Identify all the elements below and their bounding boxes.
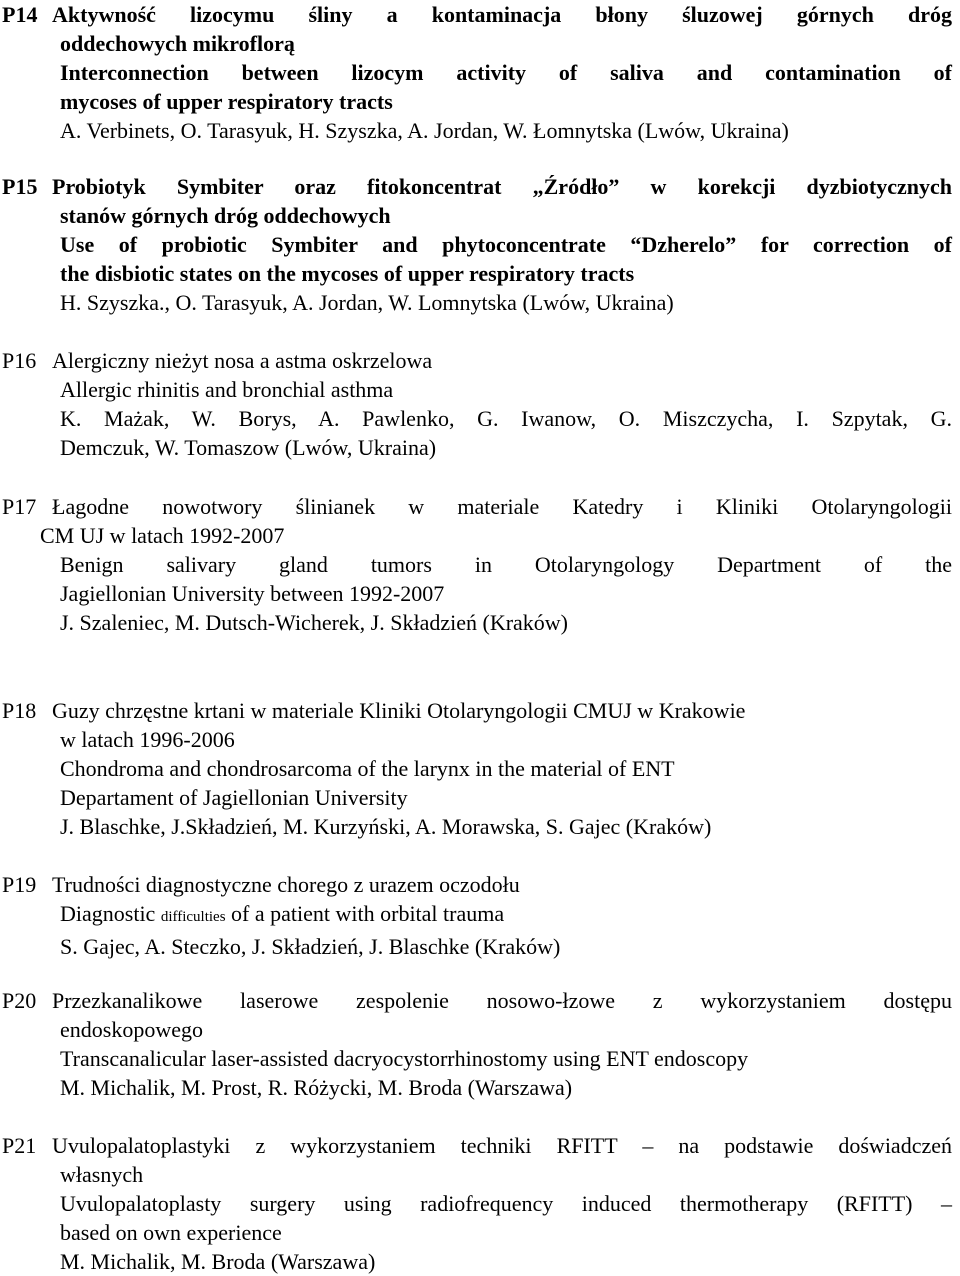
entry-title-en-line-1: Interconnection between lizocym activity of saliva and contamination of — [60, 60, 952, 85]
entry-number: P15 — [2, 174, 38, 199]
entry-title-en-line-1 — [2, 899, 952, 932]
entry-title-pl — [2, 346, 952, 375]
entry-title-pl-line-1: Probiotyk Symbiter oraz fitokoncentrat „Źródło” w korekcji dyzbiotycznych — [52, 174, 952, 199]
entry-title-en-part-3: of a patient with orbital trauma — [231, 901, 505, 926]
entry-title-en-line-1: Allergic rhinitis and bronchial asthma — [60, 377, 394, 402]
entry-title-pl — [2, 1131, 952, 1160]
entry-number: P18 — [2, 698, 37, 723]
entry-title-en-line-2: Jagiellonian University between 1992-2007 — [60, 581, 445, 606]
entry-authors-line-1: K. Mażak, W. Borys, A. Pawlenko, G. Iwanow, O. Miszczycha, I. Szpytak, G. — [60, 406, 952, 431]
entry-title-en-line-2: the disbiotic states on the mycoses of upper respiratory tracts — [60, 261, 635, 286]
entry-title-pl — [2, 696, 952, 725]
entry-title-pl-line-2: oddechowych mikroflorą — [60, 31, 295, 56]
entry-title-pl-line-1: Przezkanalikowe laserowe zespolenie nosowo-łzowe z wykorzystaniem dostępu — [52, 988, 952, 1013]
entry-p20 — [2, 986, 952, 1102]
entry-authors: S. Gajec, A. Steczko, J. Składzień, J. Blaschke (Kraków) — [60, 934, 561, 959]
entry-title-pl-line-1: Uvulopalatoplastyki z wykorzystaniem techniki RFITT – na podstawie doświadczeń — [52, 1133, 952, 1158]
entry-authors: J. Szaleniec, M. Dutsch-Wicherek, J. Składzień (Kraków) — [60, 610, 569, 635]
entry-p19 — [2, 870, 952, 961]
entry-number: P17 — [2, 494, 37, 519]
entry-authors: H. Szyszka., O. Tarasyuk, A. Jordan, W. Lomnytska (Lwów, Ukraina) — [60, 290, 674, 315]
entry-title-en-line-1: Transcanalicular laser-assisted dacryocystorrhinostomy using ENT endoscopy — [60, 1046, 749, 1071]
entry-title-en-line-2: based on own experience — [60, 1220, 282, 1245]
entry-number: P20 — [2, 988, 37, 1013]
entry-p17 — [2, 492, 952, 637]
entry-title-pl — [2, 986, 952, 1015]
entry-authors: M. Michalik, M. Prost, R. Różycki, M. Broda (Warszawa) — [60, 1075, 573, 1100]
entry-title-pl-line-2: endoskopowego — [60, 1017, 203, 1042]
entry-title-en-line-1: Chondroma and chondrosarcoma of the larynx in the material of ENT — [60, 756, 675, 781]
entry-number: P19 — [2, 872, 37, 897]
entry-authors: J. Blaschke, J.Składzień, M. Kurzyński, A. Morawska, S. Gajec (Kraków) — [60, 814, 712, 839]
entry-title-en-line-2: mycoses of upper respiratory tracts — [60, 89, 393, 114]
entry-title-pl-line-1: Trudności diagnostyczne chorego z urazem oczodołu — [52, 872, 520, 897]
entry-title-pl-line-1: Aktywność lizocymu śliny a kontaminacja błony śluzowej górnych dróg — [52, 2, 952, 27]
entry-number: P21 — [2, 1133, 37, 1158]
entry-title-pl — [2, 492, 952, 521]
entry-title-pl-line-1: Guzy chrzęstne krtani w materiale Kliniki Otolaryngologii CMUJ w Krakowie — [52, 698, 746, 723]
entry-title-en-line-1: Uvulopalatoplasty surgery using radiofrequency induced thermotherapy (RFITT) – — [60, 1191, 952, 1216]
entry-p15 — [2, 172, 952, 317]
entry-title-pl-line-1: Łagodne nowotwory ślinianek w materiale Katedry i Kliniki Otolaryngologii — [52, 494, 952, 519]
entry-title-pl-line-1: Alergiczny nieżyt nosa a astma oskrzelowa — [52, 348, 433, 373]
entry-title-pl-line-2: CM UJ w latach 1992-2007 — [40, 523, 285, 548]
entry-title-en-line-1: Use of probiotic Symbiter and phytoconcentrate “Dzherelo” for correction of — [60, 232, 952, 257]
entry-title-pl-line-2: w latach 1996-2006 — [60, 727, 235, 752]
entry-p21 — [2, 1131, 952, 1276]
entry-authors: M. Michalik, M. Broda (Warszawa) — [60, 1249, 376, 1274]
entry-authors-line-2: Demczuk, W. Tomaszow (Lwów, Ukraina) — [60, 435, 437, 460]
entry-title-pl — [2, 870, 952, 899]
entry-title-pl — [2, 0, 952, 29]
entry-title-pl-line-2: stanów górnych dróg oddechowych — [60, 203, 391, 228]
entry-number: P14 — [2, 2, 38, 27]
entry-title-en-line-1: Benign salivary gland tumors in Otolaryngology Department of the — [60, 552, 952, 577]
entry-title-en-part-2: difficulties — [160, 909, 226, 925]
entry-title-pl-line-2: własnych — [60, 1162, 144, 1187]
entry-title-en-part-1: Diagnostic — [60, 901, 156, 926]
entry-title-pl — [2, 172, 952, 201]
entry-p18 — [2, 696, 952, 841]
entry-authors: A. Verbinets, O. Tarasyuk, H. Szyszka, A. Jordan, W. Łomnytska (Lwów, Ukraina) — [60, 118, 789, 143]
entry-number: P16 — [2, 348, 37, 373]
entry-title-en-line-2: Departament of Jagiellonian University — [60, 785, 408, 810]
entry-p14 — [2, 0, 952, 145]
entry-p16 — [2, 346, 952, 462]
